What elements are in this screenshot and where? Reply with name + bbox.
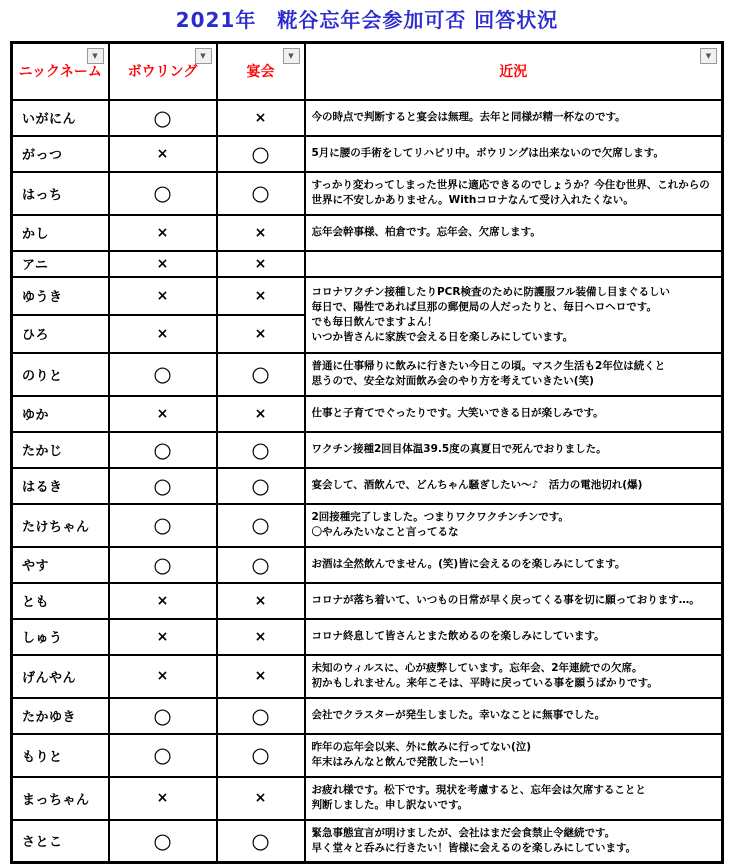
party-mark: ○ <box>217 698 305 734</box>
table-row <box>12 698 723 734</box>
status-cell <box>305 547 723 583</box>
status-line: 毎日で、陽性であれば旦那の郵便局の人だったりと、毎日ヘロヘロです。 <box>311 300 657 313</box>
party-mark: × <box>217 777 305 820</box>
filter-dropdown-icon[interactable]: ▼ <box>700 48 717 64</box>
bowling-mark: × <box>109 215 217 251</box>
status-line: 緊急事態宣言が明けましたが、会社はまだ会食禁止令継続です。 <box>311 826 616 839</box>
party-mark: ○ <box>217 136 305 172</box>
party-mark: ○ <box>217 353 305 396</box>
table-row <box>12 251 723 277</box>
bowling-mark: × <box>109 396 217 432</box>
party-mark: × <box>217 396 305 432</box>
status-cell <box>305 777 723 820</box>
status-line: 早く堂々と呑みに行きたい！皆様に会えるのを楽しみにしています。 <box>311 841 637 854</box>
party-mark: ○ <box>217 172 305 215</box>
status-line: 〇やんみたいなこと言ってるな <box>311 526 459 538</box>
nickname-cell: がっつ <box>12 136 109 172</box>
status-line: 未知のウィルスに、心が疲弊しています。忘年会、2年連続での欠席。 <box>311 662 643 674</box>
status-cell <box>305 136 723 172</box>
column-header-nickname-label: ニックネーム <box>18 64 102 81</box>
table-row <box>12 136 723 172</box>
table-row <box>12 172 723 215</box>
survey-table-header <box>12 43 723 100</box>
status-line: 2回接種完了しました。つまりワクワクチンチンです。 <box>311 511 569 523</box>
party-mark: ○ <box>217 468 305 504</box>
status-line: 昨年の忘年会以来、外に飲みに行ってない(泣) <box>311 741 532 753</box>
status-line: でも毎日飲んでますよん！ <box>311 315 438 328</box>
status-line: いつか皆さんに家族で会える日を楽しみにしています。 <box>311 330 574 343</box>
nickname-cell: ゆうき <box>12 277 109 315</box>
table-row <box>12 215 723 251</box>
survey-table-body <box>12 100 723 863</box>
nickname-cell: アニ <box>12 251 109 277</box>
table-row <box>12 619 723 655</box>
status-line: 判断しました。申し訳ないです。 <box>311 799 469 811</box>
bowling-mark: ○ <box>109 504 217 547</box>
status-line: 年末はみんなと飲んで発散したーい！ <box>311 756 490 768</box>
party-mark: ○ <box>217 547 305 583</box>
table-row <box>12 100 723 136</box>
status-cell <box>305 396 723 432</box>
status-line: 会社でクラスターが発生しました。幸いなことに無事でした。 <box>311 709 606 721</box>
status-line: コロナワクチン接種したりPCR検査のために防護服フル装備し目まぐるしい <box>311 285 671 298</box>
status-cell <box>305 277 723 353</box>
status-cell <box>305 100 723 136</box>
party-mark: ○ <box>217 504 305 547</box>
nickname-cell: たかじ <box>12 432 109 468</box>
table-row <box>12 777 723 820</box>
bowling-mark: × <box>109 619 217 655</box>
party-mark: × <box>217 583 305 619</box>
nickname-cell: もりと <box>12 734 109 777</box>
party-mark: × <box>217 100 305 136</box>
status-line: お酒は全然飲んでません。(笑)皆に会えるのを楽しみにしてます。 <box>311 558 626 570</box>
party-mark: × <box>217 655 305 698</box>
bowling-mark: ○ <box>109 468 217 504</box>
status-line: 世界に不安しかありません。Withコロナなんて受け入れたくない。 <box>311 194 634 206</box>
header-row <box>12 43 723 100</box>
status-cell <box>305 734 723 777</box>
status-line: 宴会して、酒飲んで、どんちゃん騒ぎしたい～♪ 活力の電池切れ(爆) <box>311 479 643 491</box>
party-mark: × <box>217 277 305 315</box>
status-line: コロナ終息して皆さんとまた飲めるのを楽しみにしています。 <box>311 630 605 642</box>
nickname-cell: ひろ <box>12 315 109 353</box>
bowling-mark: × <box>109 583 217 619</box>
bowling-mark: × <box>109 277 217 315</box>
party-mark: × <box>217 251 305 277</box>
status-cell <box>305 820 723 863</box>
bowling-mark: ○ <box>109 698 217 734</box>
status-line: お疲れ様です。松下です。現状を考慮すると、忘年会は欠席することと <box>311 784 646 796</box>
status-line: すっかり変わってしまった世界に適応できるのでしょうか？今住む世界、これからの <box>311 179 710 191</box>
table-row <box>12 468 723 504</box>
nickname-cell: さとこ <box>12 820 109 863</box>
nickname-cell: たけちゃん <box>12 504 109 547</box>
nickname-cell: げんやん <box>12 655 109 698</box>
bowling-mark: × <box>109 136 217 172</box>
column-header-bowling <box>109 43 217 100</box>
party-mark: × <box>217 315 305 353</box>
nickname-cell: かし <box>12 215 109 251</box>
filter-dropdown-icon[interactable]: ▼ <box>195 48 212 64</box>
column-header-nickname <box>12 43 109 100</box>
bowling-mark: × <box>109 251 217 277</box>
status-cell <box>305 215 723 251</box>
bowling-mark: ○ <box>109 432 217 468</box>
status-cell <box>305 172 723 215</box>
nickname-cell: まっちゃん <box>12 777 109 820</box>
party-mark: × <box>217 215 305 251</box>
status-cell <box>305 655 723 698</box>
table-row <box>12 820 723 863</box>
status-cell <box>305 251 723 277</box>
page-title: 2021年 糀谷忘年会参加可否 回答状況 <box>175 8 559 32</box>
nickname-cell: はるき <box>12 468 109 504</box>
table-row <box>12 655 723 698</box>
party-mark: ○ <box>217 734 305 777</box>
status-cell <box>305 583 723 619</box>
table-row <box>12 277 723 315</box>
status-line: 今の時点で判断すると宴会は無理。去年と同様が精一杯なのです。 <box>311 111 626 123</box>
status-cell <box>305 504 723 547</box>
bowling-mark: × <box>109 655 217 698</box>
column-header-party <box>217 43 305 100</box>
bowling-mark: × <box>109 315 217 353</box>
status-cell <box>305 432 723 468</box>
column-header-bowling-label: ボウリング <box>127 64 198 81</box>
column-header-party-label: 宴会 <box>246 64 275 81</box>
status-line: 仕事と子育てでぐったりです。大笑いできる日が楽しみです。 <box>311 407 604 419</box>
nickname-cell: はっち <box>12 172 109 215</box>
table-row <box>12 547 723 583</box>
bowling-mark: ○ <box>109 734 217 777</box>
nickname-cell: とも <box>12 583 109 619</box>
status-cell <box>305 468 723 504</box>
bowling-mark: ○ <box>109 100 217 136</box>
bowling-mark: × <box>109 777 217 820</box>
survey-table <box>10 41 724 864</box>
status-cell <box>305 698 723 734</box>
table-row <box>12 353 723 396</box>
column-header-status-label: 近況 <box>499 64 528 81</box>
status-cell <box>305 353 723 396</box>
column-header-status <box>305 43 723 100</box>
table-row <box>12 583 723 619</box>
nickname-cell: やす <box>12 547 109 583</box>
nickname-cell: のりと <box>12 353 109 396</box>
bowling-mark: ○ <box>109 820 217 863</box>
status-line: 忘年会幹事様、柏倉です。忘年会、欠席します。 <box>311 226 541 238</box>
nickname-cell: しゅう <box>12 619 109 655</box>
party-mark: ○ <box>217 432 305 468</box>
status-cell <box>305 619 723 655</box>
table-row <box>12 396 723 432</box>
party-mark: ○ <box>217 820 305 863</box>
bowling-mark: ○ <box>109 547 217 583</box>
bowling-mark: ○ <box>109 353 217 396</box>
filter-dropdown-icon[interactable]: ▼ <box>87 48 104 64</box>
nickname-cell: たかゆき <box>12 698 109 734</box>
status-line: 普通に仕事帰りに飲みに行きたい今日この頃。マスク生活も2年位は続くと <box>311 360 666 372</box>
table-row <box>12 504 723 547</box>
filter-dropdown-icon[interactable]: ▼ <box>283 48 300 64</box>
nickname-cell: いがにん <box>12 100 109 136</box>
status-line: 初かもしれません。来年こそは、平時に戻っている事を願うばかりです。 <box>311 677 658 689</box>
table-row <box>12 432 723 468</box>
status-line: コロナが落ち着いて、いつもの日常が早く戻ってくる事を切に願っております…。 <box>311 594 700 606</box>
party-mark: × <box>217 619 305 655</box>
status-line: ワクチン接種2回目体温39.5度の真夏日で死んでおりました。 <box>311 443 607 455</box>
bowling-mark: ○ <box>109 172 217 215</box>
nickname-cell: ゆか <box>12 396 109 432</box>
table-row <box>12 734 723 777</box>
status-line: 思うので、安全な対面飲み会のやり方を考えていきたい(笑) <box>311 375 594 387</box>
status-line: 5月に腰の手術をしてリハビリ中。ボウリングは出来ないので欠席します。 <box>311 147 664 159</box>
